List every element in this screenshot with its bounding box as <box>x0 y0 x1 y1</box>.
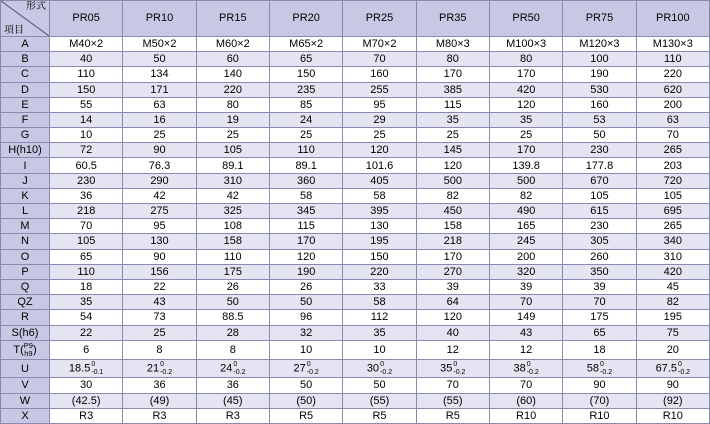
row-label: V <box>1 378 50 393</box>
table-cell: 120 <box>416 310 489 325</box>
table-row <box>1 325 710 340</box>
table-cell: 39 <box>563 279 636 294</box>
row-label: W <box>1 393 50 408</box>
table-cell: 95 <box>343 97 416 112</box>
table-cell: 58 0 -0.2 <box>563 360 636 378</box>
table-cell: 405 <box>343 173 416 188</box>
table-cell: 65 <box>269 52 342 67</box>
table-row <box>1 310 710 325</box>
row-label: A <box>1 36 50 51</box>
table-cell: 50 <box>123 52 196 67</box>
row-label: M <box>1 219 50 234</box>
table-row <box>1 219 710 234</box>
column-header-pr100: PR100 <box>636 1 709 37</box>
table-cell: 420 <box>489 82 562 97</box>
table-cell: 12 <box>489 340 562 359</box>
table-cell: 63 <box>636 112 709 127</box>
table-cell: 170 <box>416 249 489 264</box>
table-cell: 105 <box>563 188 636 203</box>
row-label: L <box>1 204 50 219</box>
table-cell: 105 <box>636 188 709 203</box>
table-cell: 43 <box>123 295 196 310</box>
table-cell: 385 <box>416 82 489 97</box>
table-row <box>1 360 710 378</box>
table-cell: 190 <box>269 264 342 279</box>
table-row <box>1 128 710 143</box>
row-label: QZ <box>1 295 50 310</box>
row-label: X <box>1 408 50 423</box>
row-label: N <box>1 234 50 249</box>
table-cell: 395 <box>343 204 416 219</box>
table-cell: 120 <box>489 97 562 112</box>
row-label: U <box>1 360 50 378</box>
table-cell: M130×3 <box>636 36 709 51</box>
table-cell: 25 <box>343 128 416 143</box>
table-cell: 58 <box>343 295 416 310</box>
table-cell: 275 <box>123 204 196 219</box>
table-cell: 58 <box>343 188 416 203</box>
table-cell: R3 <box>50 408 123 423</box>
table-cell: 230 <box>563 219 636 234</box>
table-cell: 220 <box>636 67 709 82</box>
table-cell: 21 0 -0.2 <box>123 360 196 378</box>
table-cell: 218 <box>50 204 123 219</box>
table-cell: 350 <box>563 264 636 279</box>
column-header-pr50: PR50 <box>489 1 562 37</box>
table-cell: (42.5) <box>50 393 123 408</box>
table-cell: 82 <box>489 188 562 203</box>
table-cell: 70 <box>563 295 636 310</box>
table-cell: 101.6 <box>343 158 416 173</box>
header-corner-cell <box>1 1 50 37</box>
table-cell: 45 <box>636 279 709 294</box>
table-cell: 110 <box>196 249 269 264</box>
table-cell: 420 <box>636 264 709 279</box>
table-cell: 22 <box>123 279 196 294</box>
table-cell: 170 <box>489 67 562 82</box>
table-cell: 115 <box>269 219 342 234</box>
table-cell: 160 <box>563 97 636 112</box>
table-cell: 53 <box>563 112 636 127</box>
table-cell: 150 <box>343 249 416 264</box>
row-label: R <box>1 310 50 325</box>
table-row <box>1 158 710 173</box>
row-label: Q <box>1 279 50 294</box>
table-cell: 177.8 <box>563 158 636 173</box>
column-header-pr05: PR05 <box>50 1 123 37</box>
table-cell: (55) <box>343 393 416 408</box>
table-cell: M70×2 <box>343 36 416 51</box>
table-cell: 35 0 -0.2 <box>416 360 489 378</box>
table-cell: 65 <box>563 325 636 340</box>
table-cell: 36 <box>50 188 123 203</box>
table-cell: M60×2 <box>196 36 269 51</box>
table-cell: 76.3 <box>123 158 196 173</box>
table-row <box>1 279 710 294</box>
table-cell: 60 <box>196 52 269 67</box>
table-row <box>1 234 710 249</box>
table-cell: 16 <box>123 112 196 127</box>
table-cell: 230 <box>563 143 636 158</box>
table-cell: 220 <box>196 82 269 97</box>
table-cell: R5 <box>343 408 416 423</box>
table-cell: 70 <box>416 378 489 393</box>
table-row <box>1 295 710 310</box>
table-cell: 20 <box>636 340 709 359</box>
table-cell: 220 <box>343 264 416 279</box>
table-row <box>1 52 710 67</box>
table-cell: 80 <box>489 52 562 67</box>
table-cell: 25 <box>123 128 196 143</box>
row-label: S(h6) <box>1 325 50 340</box>
table-cell: 110 <box>50 264 123 279</box>
table-cell: 26 <box>196 279 269 294</box>
table-cell: 85 <box>269 97 342 112</box>
table-row <box>1 264 710 279</box>
table-cell: 230 <box>50 173 123 188</box>
table-row <box>1 143 710 158</box>
table-cell: 134 <box>123 67 196 82</box>
table-cell: 140 <box>196 67 269 82</box>
table-cell: 18.5 0 -0.1 <box>50 360 123 378</box>
row-label: O <box>1 249 50 264</box>
table-cell: 95 <box>123 219 196 234</box>
table-cell: M100×3 <box>489 36 562 51</box>
table-cell: 340 <box>636 234 709 249</box>
table-cell: 450 <box>416 204 489 219</box>
column-header-pr25: PR25 <box>343 1 416 37</box>
table-cell: 60.5 <box>50 158 123 173</box>
table-cell: 35 <box>343 325 416 340</box>
table-cell: M65×2 <box>269 36 342 51</box>
table-cell: M50×2 <box>123 36 196 51</box>
table-cell: 90 <box>636 378 709 393</box>
table-cell: 360 <box>269 173 342 188</box>
row-label: E <box>1 97 50 112</box>
table-cell: 8 <box>123 340 196 359</box>
row-label: T( P9 h9 ) <box>1 340 50 359</box>
table-cell: 80 <box>416 52 489 67</box>
table-cell: 260 <box>563 249 636 264</box>
table-cell: 100 <box>563 52 636 67</box>
table-cell: 345 <box>269 204 342 219</box>
table-cell: 80 <box>196 97 269 112</box>
table-cell: 670 <box>563 173 636 188</box>
table-cell: 32 <box>269 325 342 340</box>
table-cell: 88.5 <box>196 310 269 325</box>
table-cell: 42 <box>123 188 196 203</box>
table-cell: 120 <box>416 158 489 173</box>
table-cell: 149 <box>489 310 562 325</box>
table-cell: 64 <box>416 295 489 310</box>
table-cell: 39 <box>489 279 562 294</box>
table-cell: 615 <box>563 204 636 219</box>
table-cell: 58 <box>269 188 342 203</box>
table-cell: 325 <box>196 204 269 219</box>
table-cell: 265 <box>636 143 709 158</box>
table-cell: 130 <box>343 219 416 234</box>
table-cell: 27 0 -0.2 <box>269 360 342 378</box>
table-cell: 50 <box>563 128 636 143</box>
table-cell: 70 <box>343 52 416 67</box>
table-row <box>1 393 710 408</box>
table-cell: 36 <box>196 378 269 393</box>
table-cell: 89.1 <box>269 158 342 173</box>
table-cell: 500 <box>416 173 489 188</box>
table-cell: 105 <box>196 143 269 158</box>
table-row <box>1 67 710 82</box>
table-header-row <box>1 1 710 37</box>
table-cell: 35 <box>416 112 489 127</box>
table-cell: 255 <box>343 82 416 97</box>
table-cell: 10 <box>343 340 416 359</box>
column-header-pr15: PR15 <box>196 1 269 37</box>
table-cell: 70 <box>50 219 123 234</box>
table-cell: 54 <box>50 310 123 325</box>
table-cell: (55) <box>416 393 489 408</box>
table-cell: 165 <box>489 219 562 234</box>
table-cell: 290 <box>123 173 196 188</box>
table-cell: 158 <box>416 219 489 234</box>
table-cell: 39 <box>416 279 489 294</box>
table-cell: 150 <box>269 67 342 82</box>
row-label: F <box>1 112 50 127</box>
table-cell: 110 <box>269 143 342 158</box>
table-cell: 620 <box>636 82 709 97</box>
table-cell: 50 <box>269 378 342 393</box>
table-cell: 200 <box>489 249 562 264</box>
table-cell: R3 <box>196 408 269 423</box>
table-cell: 63 <box>123 97 196 112</box>
table-cell: 6 <box>50 340 123 359</box>
table-cell: 310 <box>196 173 269 188</box>
table-cell: 170 <box>269 234 342 249</box>
table-cell: (92) <box>636 393 709 408</box>
table-cell: 33 <box>343 279 416 294</box>
table-cell: 70 <box>636 128 709 143</box>
table-cell: 82 <box>636 295 709 310</box>
table-cell: 50 <box>269 295 342 310</box>
table-cell: 530 <box>563 82 636 97</box>
table-cell: 28 <box>196 325 269 340</box>
row-label: K <box>1 188 50 203</box>
table-cell: (60) <box>489 393 562 408</box>
table-row <box>1 188 710 203</box>
table-row <box>1 97 710 112</box>
table-cell: M80×3 <box>416 36 489 51</box>
table-cell: 25 <box>123 325 196 340</box>
table-cell: 72 <box>50 143 123 158</box>
table-cell: 42 <box>196 188 269 203</box>
table-cell: (49) <box>123 393 196 408</box>
table-cell: 110 <box>50 67 123 82</box>
table-cell: 175 <box>563 310 636 325</box>
table-cell: 70 <box>489 295 562 310</box>
table-cell: 108 <box>196 219 269 234</box>
table-cell: 320 <box>489 264 562 279</box>
table-cell: R5 <box>416 408 489 423</box>
row-label: D <box>1 82 50 97</box>
table-cell: 70 <box>489 378 562 393</box>
corner-label-item: 項目 <box>4 24 24 36</box>
table-cell: 40 <box>50 52 123 67</box>
table-cell: 305 <box>563 234 636 249</box>
row-label: H(h10) <box>1 143 50 158</box>
table-cell: 18 <box>563 340 636 359</box>
table-cell: 195 <box>636 310 709 325</box>
table-cell: M120×3 <box>563 36 636 51</box>
table-cell: 130 <box>123 234 196 249</box>
table-row <box>1 340 710 359</box>
table-cell: R5 <box>269 408 342 423</box>
table-cell: (70) <box>563 393 636 408</box>
table-cell: 310 <box>636 249 709 264</box>
table-cell: 36 <box>123 378 196 393</box>
table-cell: 22 <box>50 325 123 340</box>
table-cell: 90 <box>123 143 196 158</box>
table-cell: 65 <box>50 249 123 264</box>
table-cell: 265 <box>636 219 709 234</box>
table-cell: 120 <box>343 143 416 158</box>
table-cell: (50) <box>269 393 342 408</box>
table-cell: 170 <box>489 143 562 158</box>
table-cell: 29 <box>343 112 416 127</box>
table-cell: 115 <box>416 97 489 112</box>
table-cell: 10 <box>269 340 342 359</box>
table-cell: 695 <box>636 204 709 219</box>
table-cell: 67.5 0 -0.2 <box>636 360 709 378</box>
table-cell: 110 <box>636 52 709 67</box>
table-cell: 200 <box>636 97 709 112</box>
table-row <box>1 204 710 219</box>
table-cell: 30 <box>50 378 123 393</box>
table-cell: 90 <box>563 378 636 393</box>
table-cell: 190 <box>563 67 636 82</box>
table-cell: 150 <box>50 82 123 97</box>
table-cell: 10 <box>50 128 123 143</box>
row-label: C <box>1 67 50 82</box>
table-cell: 203 <box>636 158 709 173</box>
table-cell: 38 0 -0.2 <box>489 360 562 378</box>
table-cell: 170 <box>416 67 489 82</box>
table-row <box>1 82 710 97</box>
table-cell: 12 <box>416 340 489 359</box>
table-row <box>1 408 710 423</box>
table-row <box>1 173 710 188</box>
table-cell: 82 <box>416 188 489 203</box>
table-cell: R10 <box>636 408 709 423</box>
table-cell: 175 <box>196 264 269 279</box>
table-cell: 73 <box>123 310 196 325</box>
table-cell: 24 0 -0.2 <box>196 360 269 378</box>
table-cell: 26 <box>269 279 342 294</box>
table-cell: 8 <box>196 340 269 359</box>
table-cell: 25 <box>269 128 342 143</box>
table-cell: 25 <box>196 128 269 143</box>
table-row <box>1 112 710 127</box>
column-header-pr75: PR75 <box>563 1 636 37</box>
table-cell: 24 <box>269 112 342 127</box>
table-cell: 89.1 <box>196 158 269 173</box>
table-cell: R3 <box>123 408 196 423</box>
table-cell: 218 <box>416 234 489 249</box>
corner-label-model: 形式 <box>26 1 46 12</box>
table-cell: 490 <box>489 204 562 219</box>
table-cell: 145 <box>416 143 489 158</box>
table-cell: 90 <box>123 249 196 264</box>
table-cell: 19 <box>196 112 269 127</box>
table-cell: 30 0 -0.2 <box>343 360 416 378</box>
table-cell: 120 <box>269 249 342 264</box>
table-cell: M40×2 <box>50 36 123 51</box>
table-cell: 14 <box>50 112 123 127</box>
table-cell: 235 <box>269 82 342 97</box>
table-body <box>1 1 710 424</box>
row-label: I <box>1 158 50 173</box>
row-label: B <box>1 52 50 67</box>
table-cell: 35 <box>50 295 123 310</box>
table-row <box>1 249 710 264</box>
table-cell: 270 <box>416 264 489 279</box>
row-label: J <box>1 173 50 188</box>
row-label: P <box>1 264 50 279</box>
table-cell: 25 <box>416 128 489 143</box>
table-cell: 245 <box>489 234 562 249</box>
table-cell: 18 <box>50 279 123 294</box>
table-cell: 50 <box>343 378 416 393</box>
column-header-pr10: PR10 <box>123 1 196 37</box>
table-cell: 55 <box>50 97 123 112</box>
table-cell: 25 <box>489 128 562 143</box>
table-cell: 139.8 <box>489 158 562 173</box>
table-cell: (45) <box>196 393 269 408</box>
table-cell: 96 <box>269 310 342 325</box>
table-cell: 40 <box>416 325 489 340</box>
table-cell: 171 <box>123 82 196 97</box>
table-cell: 112 <box>343 310 416 325</box>
table-cell: 195 <box>343 234 416 249</box>
column-header-pr20: PR20 <box>269 1 342 37</box>
table-row <box>1 378 710 393</box>
table-cell: 500 <box>489 173 562 188</box>
table-cell: 35 <box>489 112 562 127</box>
table-row <box>1 36 710 51</box>
table-cell: 158 <box>196 234 269 249</box>
table-cell: 160 <box>343 67 416 82</box>
table-cell: 156 <box>123 264 196 279</box>
table-cell: 720 <box>636 173 709 188</box>
column-header-pr35: PR35 <box>416 1 489 37</box>
table-cell: 75 <box>636 325 709 340</box>
table-cell: 50 <box>196 295 269 310</box>
corner-inner <box>1 1 49 36</box>
row-label: G <box>1 128 50 143</box>
table-cell: R10 <box>563 408 636 423</box>
table-cell: 43 <box>489 325 562 340</box>
table-cell: R10 <box>489 408 562 423</box>
table-cell: 105 <box>50 234 123 249</box>
